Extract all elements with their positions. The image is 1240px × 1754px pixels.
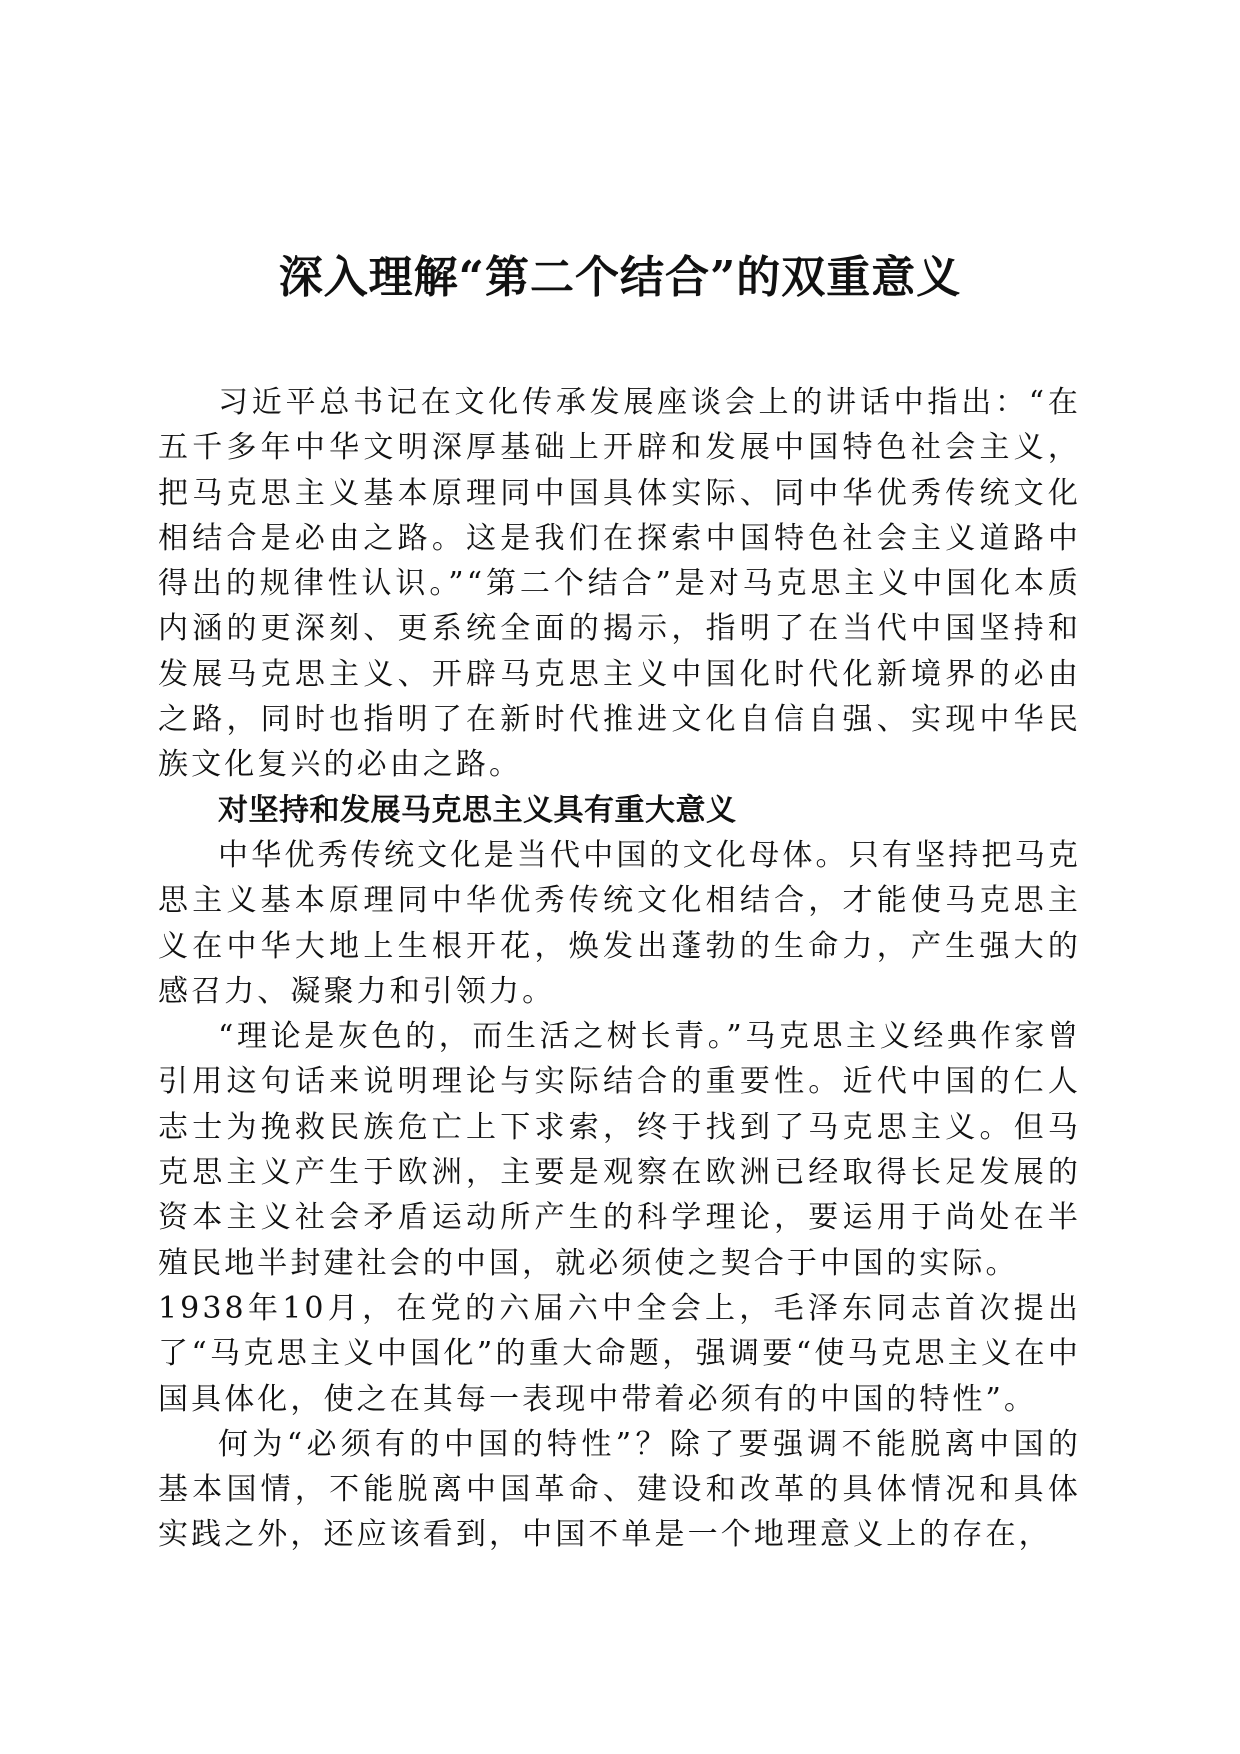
- intro-paragraph: 习近平总书记在文化传承发展座谈会上的讲话中指出：“在五千多年中华文明深厚基础上开辟和发展中国特色社会主义，把马克思主义基本原理同中国具体实际、同中华优秀传统文化相结合是必由之路。这是我们在探索中国特色社会主义道路中得出的规律性认识。”“第二个结合”是对马克思主义中国化本质内涵的更深刻、更系统全面的揭示，指明了在当代中国坚持和发展马克思主义、开辟马克思主义中国化时代化新境界的必由之路，同时也指明了在新时代推进文化自信自强、实现中华民族文化复兴的必由之路。: [158, 385, 1081, 783]
- body-paragraph: “理论是灰色的，而生活之树长青。”马克思主义经典作家曾引用这句话来说明理论与实际结合的重要性。近代中国的仁人志士为挽救民族危亡上下求索，终于找到了马克思主义。但马克思主义产生于欧洲，主要是观察在欧洲已经取得长足发展的资本主义社会矛盾运动所产生的科学理论，要运用于尚处在半殖民地半封建社会的中国，就必须使之契合于中国的实际。: [158, 1019, 1081, 1281]
- body-paragraph: 何为“必须有的中国的特性”？除了要强调不能脱离中国的基本国情，不能脱离中国革命、建设和改革的具体情况和具体实践之外，还应该看到，中国不单是一个地理意义上的存在，: [158, 1426, 1081, 1553]
- section-heading: 对坚持和发展马克思主义具有重大意义: [218, 792, 737, 828]
- document-title: 深入理解“第二个结合”的双重意义: [278, 252, 962, 303]
- document-body: [158, 380, 1081, 1558]
- body-paragraph: 1938年10月，在党的六届六中全会上，毛泽东同志首次提出了“马克思主义中国化”的重大命题，强调要“使马克思主义在中国具体化，使之在其每一表现中带着必须有的中国的特性”。: [158, 1290, 1081, 1417]
- body-paragraph: 中华优秀传统文化是当代中国的文化母体。只有坚持把马克思主义基本原理同中华优秀传统文化相结合，才能使马克思主义在中华大地上生根开花，焕发出蓬勃的生命力，产生强大的感召力、凝聚力和引领力。: [158, 837, 1081, 1009]
